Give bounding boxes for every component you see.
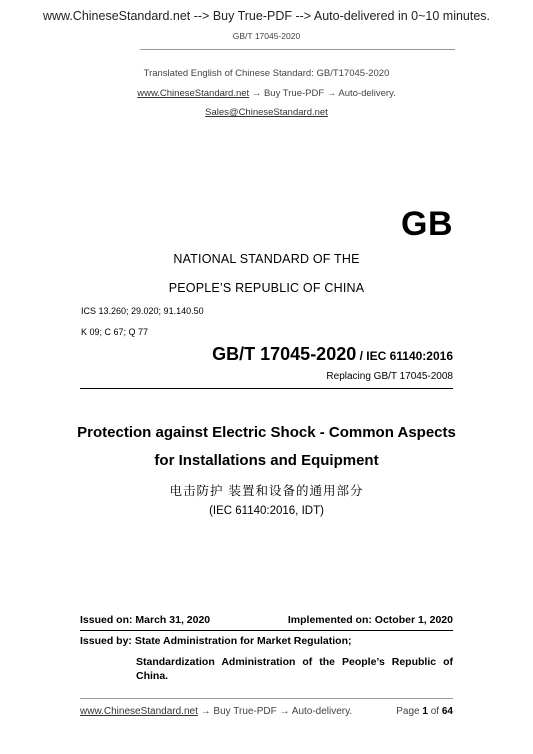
- translated-note: Translated English of Chinese Standard: GB/T17045-2020: [143, 68, 390, 79]
- page-total: 64: [441, 706, 453, 717]
- intro-link-line: [0, 88, 533, 99]
- top-banner: www.ChineseStandard.net --> Buy True-PDF --> Auto-delivered in 0~10 minutes.: [42, 9, 491, 23]
- title-line2: for Installations and Equipment: [154, 452, 379, 469]
- footer-link-suffix: → Buy True-PDF → Auto-delivery.: [197, 706, 353, 717]
- dates-divider: [80, 630, 453, 631]
- page-indicator: [396, 706, 453, 717]
- issued-by: Issued by: State Administration for Market Regulation;: [80, 635, 352, 647]
- gb-logo: GB: [401, 205, 453, 243]
- site-link[interactable]: www.ChineseStandard.net: [137, 88, 250, 99]
- page-prefix: Page: [396, 706, 423, 717]
- footer-site-link[interactable]: www.ChineseStandard.net: [80, 706, 198, 717]
- doc-code: GB/T 17045-2020: [232, 31, 301, 41]
- intro-link-suffix: → Buy True-PDF → Auto-delivery.: [249, 88, 396, 99]
- national-standard-line2: PEOPLE’S REPUBLIC OF CHINA: [168, 281, 365, 295]
- page-current: 1: [422, 706, 428, 717]
- header-divider: [140, 49, 455, 50]
- implemented-date: Implemented on: October 1, 2020: [287, 614, 453, 626]
- iec-equivalence: (IEC 61140:2016, IDT): [209, 505, 324, 517]
- iec-number: IEC 61140:2016: [366, 349, 453, 363]
- classification-code: K 09; C 67; Q 77: [81, 327, 149, 337]
- footer-divider: [80, 698, 453, 699]
- footer-link-line: [80, 706, 352, 717]
- sales-email-link[interactable]: Sales@ChineseStandard.net: [205, 107, 328, 118]
- title-chinese: 电击防护 装置和设备的通用部分: [169, 483, 364, 498]
- national-standard-line1: NATIONAL STANDARD OF THE: [173, 252, 360, 266]
- issued-date: Issued on: March 31, 2020: [80, 614, 211, 626]
- title-divider: [80, 388, 453, 389]
- ics-code: ICS 13.260; 29.020; 91.140.50: [81, 306, 204, 316]
- replacing-note: Replacing GB/T 17045-2008: [326, 371, 453, 382]
- title-line1: Protection against Electric Shock - Common Aspects: [77, 424, 456, 441]
- standard-number: GB/T 17045-2020: [212, 344, 357, 364]
- standard-number-line: [212, 344, 453, 365]
- page-of: of: [427, 706, 442, 717]
- sales-email-line: [0, 107, 533, 118]
- standard-separator: /: [356, 349, 367, 363]
- issuing-admin: Standardization Administration of the People’s Republic of China.: [136, 656, 453, 682]
